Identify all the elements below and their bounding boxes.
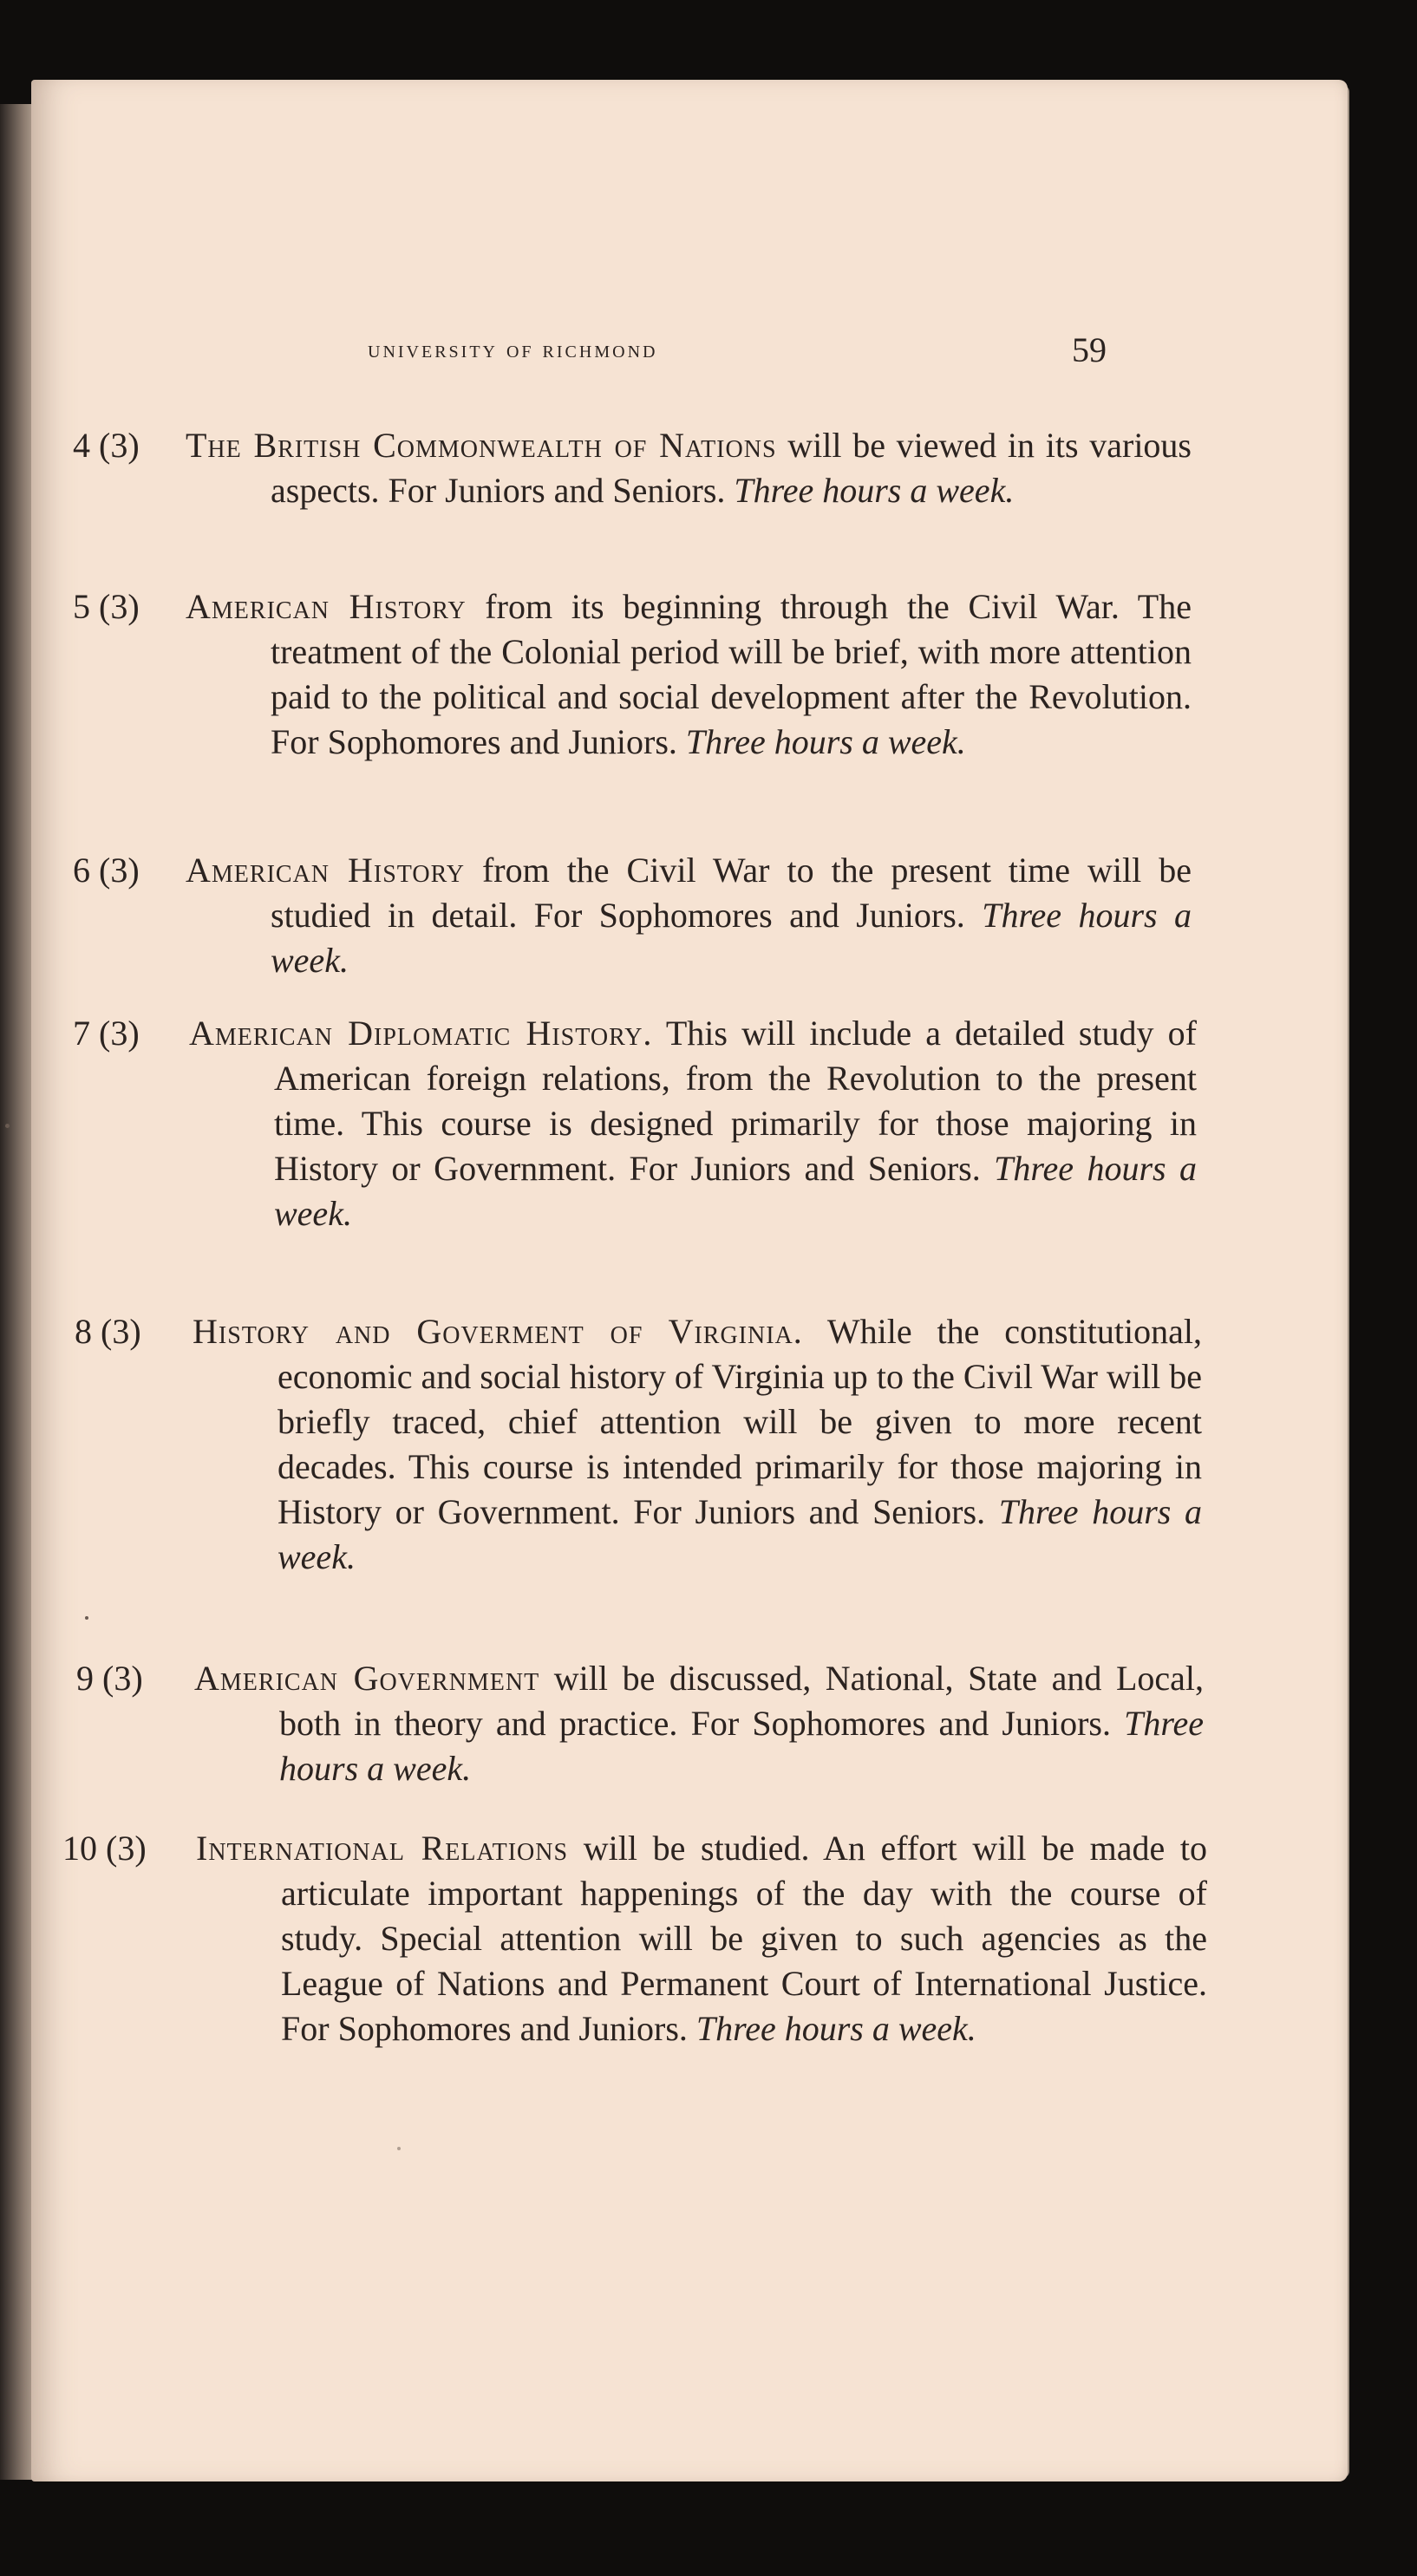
course-title: American History [186,587,467,626]
course-number: 6 (3) [73,851,140,890]
course-number: 4 (3) [73,426,140,465]
running-head: university of richmond [368,336,658,363]
course-description [194,1656,1204,1791]
course-description [186,423,1192,513]
paper-speck [85,1616,88,1620]
course-description [196,1826,1207,2051]
course-text: While the constitutional, economic and social history of Virginia up to the Civil War will be briefly traced, chief attention will be given to more recent decades. This course is intended primarily for those majoring in History or Government. For Juniors and Seniors. [278,1312,1202,1531]
course-text: will be viewed in its various aspects. For Juniors and Seniors. [271,426,1192,510]
course-hours: Three hours a week. [685,722,966,761]
course-title: American Government [194,1659,540,1698]
course-text: This will include a detailed study of American foreign relations, from the Revolution to the present time. This course is designed primarily for those majoring in History or Government. For Juniors and Seniors. [274,1014,1197,1188]
course-hours: Three hours a week. [271,896,1192,980]
course-description [186,584,1192,765]
course-hours: Three hours a week. [695,2009,976,2048]
course-text: from its beginning through the Civil War. The treatment of the Colonial period will be brief, with more attention paid to the political and social development after the Revolution. For Sophomores and Juniors. [271,587,1192,761]
paper-speck [5,1124,10,1128]
paper-speck [397,2147,401,2150]
course-title: International Relations [196,1829,569,1868]
course-number: 8 (3) [75,1312,141,1351]
course-number: 9 (3) [76,1659,143,1698]
course-text: from the Civil War to the present time will be studied in detail. For Sophomores and Juniors. [271,851,1192,935]
course-title: History and Goverment of Virginia. [193,1312,803,1351]
course-description [193,1309,1202,1580]
course-hours: Three hours a week. [274,1149,1198,1233]
course-title: American History [186,851,465,890]
course-hours: Three hours a week. [734,471,1015,510]
course-text: will be discussed, National, State and Local, both in theory and practice. For Sophomores and Juniors. [279,1659,1205,1743]
course-hours: Three hours a week. [279,1704,1204,1788]
course-number: 10 (3) [62,1829,147,1868]
course-hours: Three hours a week. [278,1492,1202,1576]
course-number: 7 (3) [73,1014,140,1053]
page-number: 59 [1072,330,1107,369]
course-number: 5 (3) [73,587,140,626]
course-description [189,1011,1197,1236]
course-title: American Diplomatic History. [189,1014,653,1053]
course-text: will be studied. An effort will be made to articulate important happenings of the day with the course of study. Special attention will be given to such agencies as the League of Nations and Permanent Court of International Justice. For Sophomores and Juniors. [281,1829,1207,2048]
course-description [186,848,1192,983]
course-title: The British Commonwealth of Nations [186,426,777,465]
